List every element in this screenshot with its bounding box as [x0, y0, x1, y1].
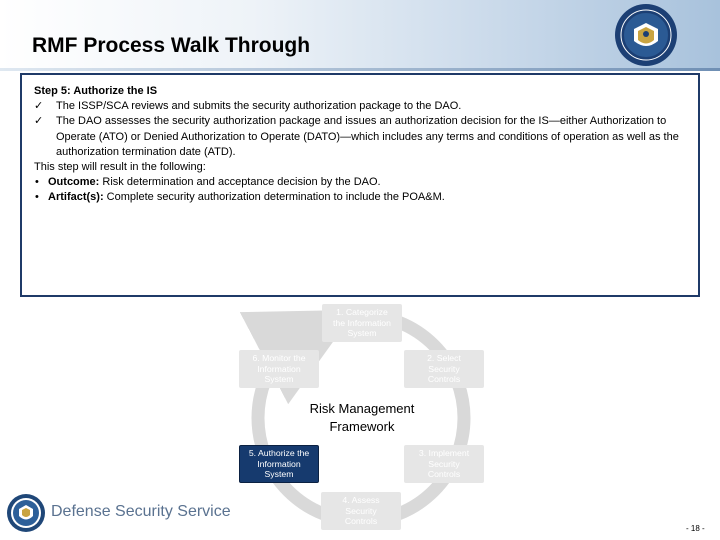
- check-item-text: The DAO assesses the security authorization package and issues an authorization decision for the IS—either Authorization to Operate (ATO) or Denied Authorization to Operate (DATO)—which includes any terms and conditions of operation as well as the authorization termination date (ATD).: [56, 115, 679, 158]
- result-label: Outcome:: [48, 176, 100, 189]
- rmf-step-2-select[interactable]: 2. Select Security Controls: [404, 350, 484, 388]
- result-text: Risk determination and acceptance decision by the DAO.: [99, 176, 381, 189]
- checkmark-icon: ✓: [34, 100, 44, 113]
- result-text: Complete security authorization determination to include the POA&M.: [103, 191, 445, 204]
- result-label: Artifact(s):: [48, 191, 104, 204]
- rmf-step-5-authorize[interactable]: 5. Authorize the Information System: [239, 445, 319, 483]
- rmf-center-label: Risk Management Framework: [309, 401, 415, 434]
- checkmark-icon: ✓: [34, 115, 44, 128]
- rmf-step-3-implement[interactable]: 3. Implement Security Controls: [404, 445, 484, 483]
- dss-seal-icon: [6, 493, 46, 533]
- result-intro: This step will result in the following:: [34, 161, 206, 174]
- rmf-step-4-assess[interactable]: 4. Assess Security Controls: [321, 492, 401, 530]
- bullet-icon: •: [35, 176, 39, 189]
- rmf-step-1-categorize[interactable]: 1. Categorize the Information System: [322, 304, 402, 342]
- step-heading: Step 5: Authorize the IS: [34, 85, 158, 97]
- agency-name: Defense Security Service: [51, 503, 231, 520]
- slide-title: RMF Process Walk Through: [32, 34, 311, 57]
- rmf-step-6-monitor[interactable]: 6. Monitor the Information System: [239, 350, 319, 388]
- page-number: - 18 -: [686, 524, 705, 533]
- check-item-text: The ISSP/SCA reviews and submits the security authorization package to the DAO.: [56, 100, 462, 113]
- bullet-icon: •: [35, 191, 39, 204]
